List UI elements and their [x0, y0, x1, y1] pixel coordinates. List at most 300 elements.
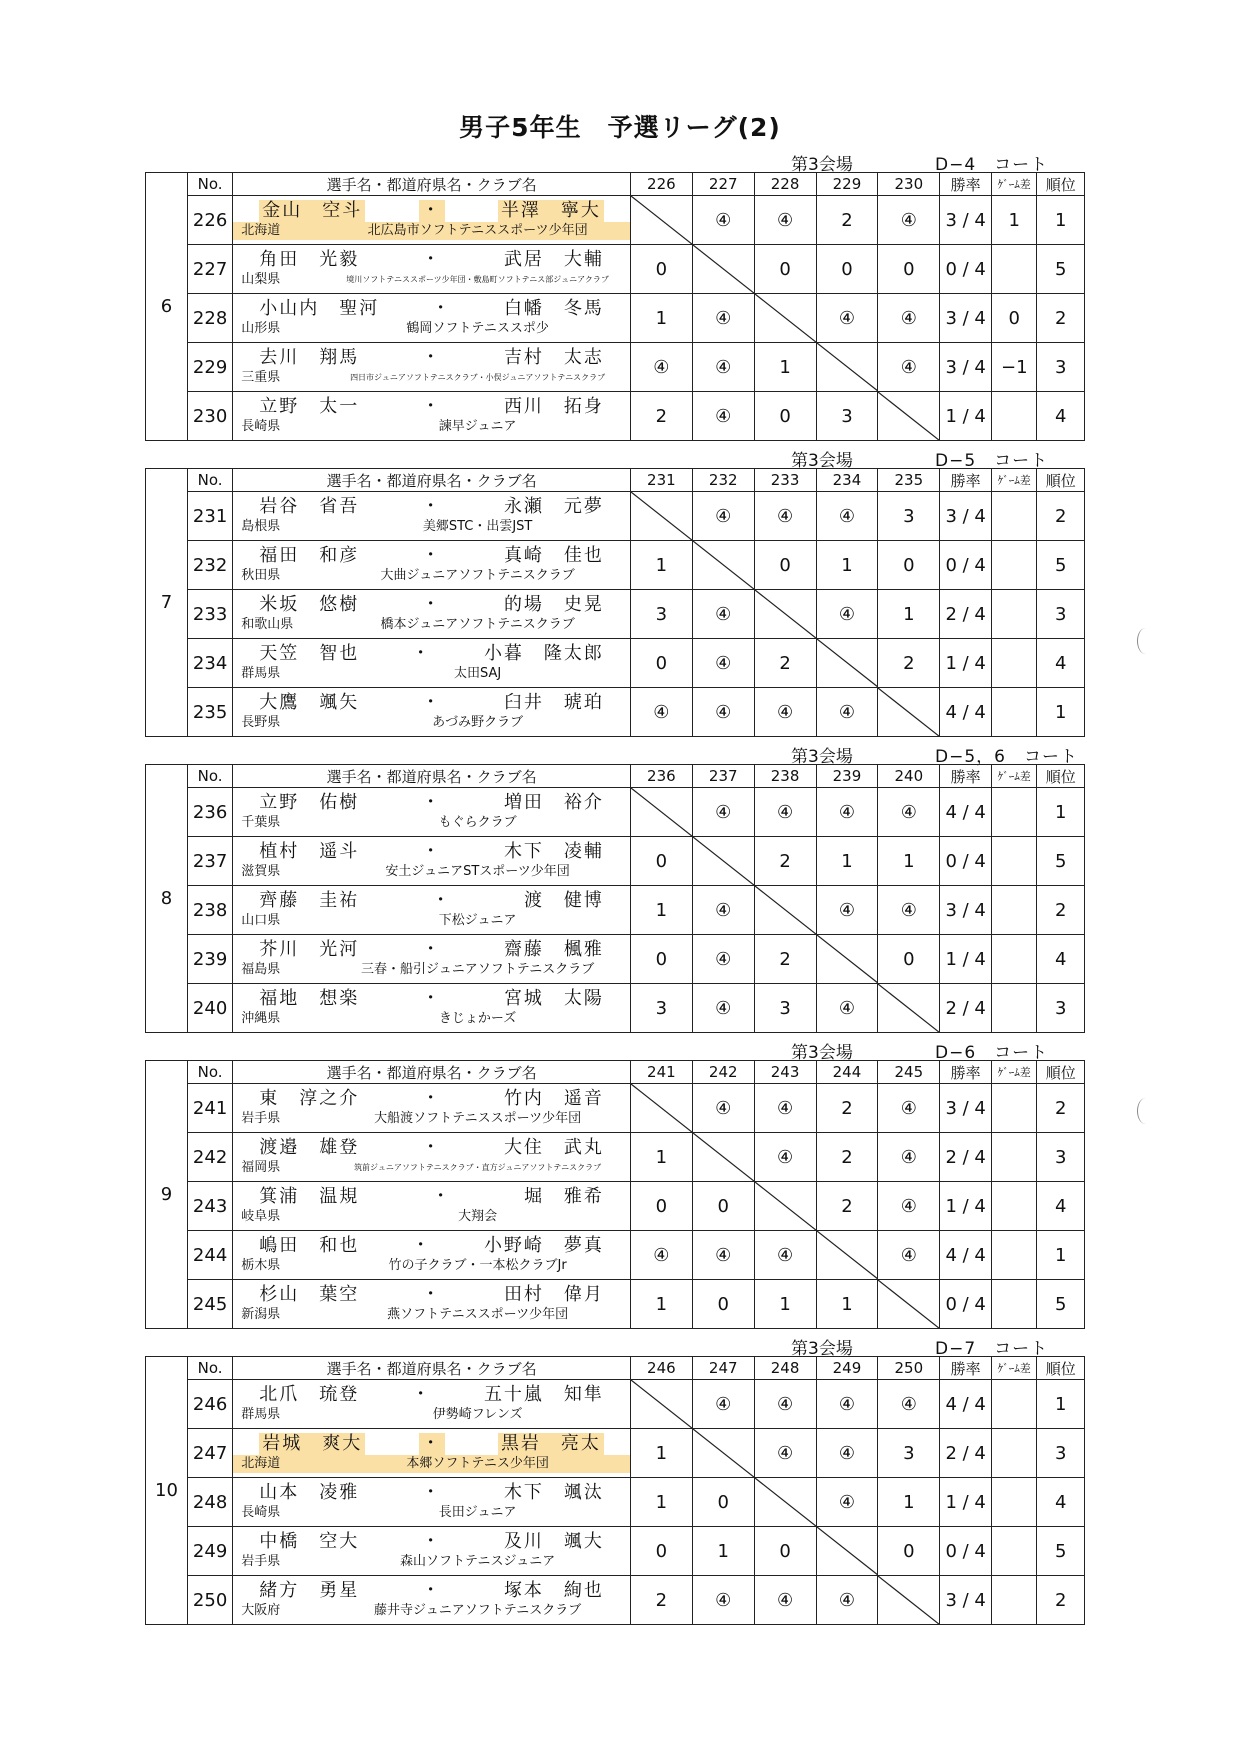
- score-cell: [816, 1182, 878, 1231]
- team-names: [233, 245, 631, 294]
- affiliation: [233, 1553, 630, 1571]
- team-names: [233, 1231, 631, 1280]
- prefecture: 北海道: [241, 223, 281, 238]
- player-1: 嶋田 和也: [259, 1235, 360, 1256]
- score-cell: [692, 886, 754, 935]
- score-value: 0: [655, 850, 668, 872]
- table-row: [146, 788, 1085, 837]
- win-rate: 2 / 4: [940, 984, 992, 1033]
- player-pair: [233, 1088, 630, 1110]
- score-cell: [754, 1527, 816, 1576]
- affiliation: [233, 518, 630, 536]
- player-1: 齊藤 圭祐: [259, 890, 360, 911]
- page-title: 男子5年生 予選リーグ(2): [459, 113, 781, 142]
- team-names: [233, 541, 631, 590]
- player-2: 小暮 隆太郎: [483, 643, 604, 664]
- win-rate: 1 / 4: [940, 1182, 992, 1231]
- affiliation: [233, 1406, 630, 1424]
- win-rate: 0 / 4: [940, 1527, 992, 1576]
- player-2: 田村 偉月: [503, 1284, 604, 1305]
- diagonal-slash: [755, 1182, 816, 1230]
- score-cell: [692, 935, 754, 984]
- table-row: [146, 492, 1085, 541]
- court-label: D−6 コート: [935, 1043, 1049, 1063]
- win-rate: 3 / 4: [940, 343, 992, 392]
- rank: 5: [1037, 1280, 1085, 1329]
- self-match-cell: [816, 343, 878, 392]
- win-rate: 1 / 4: [940, 392, 992, 441]
- score-cell: [692, 1527, 754, 1576]
- player-1: 大鷹 颯矢: [259, 692, 360, 713]
- score-value: 2: [779, 948, 791, 970]
- header-opponent: 250: [878, 1357, 940, 1380]
- player-2: 塚本 絢也: [503, 1580, 604, 1601]
- score-value: ④: [777, 701, 794, 723]
- score-cell: [692, 590, 754, 639]
- player-pair: [233, 1433, 630, 1455]
- team-number: 229: [187, 343, 232, 392]
- player-1: 箕浦 温規: [259, 1186, 360, 1207]
- player-1: 北爪 琉登: [259, 1384, 360, 1405]
- score-cell: [754, 392, 816, 441]
- score-cell: [754, 196, 816, 245]
- score-value: 0: [655, 258, 668, 280]
- score-value: 1: [655, 1491, 668, 1513]
- rank: 3: [1037, 590, 1085, 639]
- player-separator: ・: [421, 396, 442, 417]
- venue-line: [145, 1334, 1085, 1359]
- table-row: [146, 392, 1085, 441]
- prefecture: 栃木県: [241, 1258, 281, 1273]
- rank: 5: [1037, 541, 1085, 590]
- player-pair: [233, 1580, 630, 1602]
- diagonal-slash: [631, 196, 692, 244]
- score-value: 1: [655, 899, 668, 921]
- score-value: ④: [777, 1097, 794, 1119]
- score-value: ④: [900, 1097, 917, 1119]
- score-cell: [692, 294, 754, 343]
- score-value: 2: [841, 1195, 853, 1217]
- player-2: 竹内 遥音: [503, 1088, 604, 1109]
- score-cell: [630, 1231, 692, 1280]
- score-cell: [878, 492, 940, 541]
- score-cell: [816, 1084, 878, 1133]
- score-value: ④: [653, 1244, 670, 1266]
- score-cell: [878, 1182, 940, 1231]
- score-value: ④: [838, 701, 856, 723]
- player-2: 木下 颯汰: [503, 1482, 604, 1503]
- prefecture: 岩手県: [241, 1111, 281, 1126]
- game-diff: [992, 1182, 1037, 1231]
- rank: 2: [1037, 492, 1085, 541]
- table-row: [146, 1231, 1085, 1280]
- self-match-cell: [630, 1380, 692, 1429]
- prefecture: 群馬県: [241, 1407, 281, 1422]
- player-separator: ・: [419, 200, 445, 222]
- score-value: ④: [838, 603, 856, 625]
- header-opponent: 244: [816, 1061, 878, 1084]
- score-cell: [878, 343, 940, 392]
- header-win-rate: 勝率: [940, 173, 992, 196]
- score-value: 1: [903, 850, 915, 872]
- prefecture: 新潟県: [241, 1307, 281, 1322]
- header-opponent: 239: [816, 765, 878, 788]
- club-name: 森山ソフトテニスジュニア: [399, 1554, 556, 1569]
- game-diff: [992, 639, 1037, 688]
- team-names: [233, 1133, 631, 1182]
- self-match-cell: [816, 1527, 878, 1576]
- score-value: ④: [777, 1442, 794, 1464]
- score-cell: [816, 1576, 878, 1625]
- player-separator: ・: [421, 594, 442, 615]
- header-rank: 順位: [1037, 173, 1085, 196]
- prefecture: 福島県: [241, 962, 281, 977]
- diagonal-slash: [693, 245, 754, 293]
- score-value: ④: [715, 1393, 732, 1415]
- score-value: ④: [777, 1393, 794, 1415]
- win-rate: 2 / 4: [940, 590, 992, 639]
- rank: 4: [1037, 392, 1085, 441]
- club-name: 長田ジュニア: [438, 1505, 517, 1520]
- rank: 3: [1037, 1133, 1085, 1182]
- team-number: 238: [187, 886, 232, 935]
- team-names: [233, 1380, 631, 1429]
- header-game-diff: ｹﾞｰﾑ差: [992, 1357, 1037, 1380]
- score-value: 0: [779, 258, 791, 280]
- score-value: ④: [777, 1146, 794, 1168]
- score-cell: [754, 492, 816, 541]
- score-cell: [630, 984, 692, 1033]
- game-diff: [992, 984, 1037, 1033]
- player-separator: ・: [411, 643, 432, 664]
- score-value: 1: [779, 356, 791, 378]
- score-cell: [816, 1478, 878, 1527]
- player-2: 白幡 冬馬: [503, 298, 604, 319]
- score-cell: [630, 1133, 692, 1182]
- score-cell: [878, 196, 940, 245]
- diagonal-slash: [693, 837, 754, 885]
- diagonal-slash: [755, 1478, 816, 1526]
- score-value: 3: [903, 1442, 915, 1464]
- player-2: 真崎 佳也: [503, 545, 604, 566]
- team-number: 233: [187, 590, 232, 639]
- score-cell: [630, 245, 692, 294]
- self-match-cell: [692, 245, 754, 294]
- score-cell: [630, 1182, 692, 1231]
- table-row: [146, 1380, 1085, 1429]
- header-opponent: 242: [692, 1061, 754, 1084]
- score-value: 1: [655, 1146, 668, 1168]
- player-1: 米坂 悠樹: [259, 594, 360, 615]
- team-number: 226: [187, 196, 232, 245]
- score-cell: [630, 1527, 692, 1576]
- club-name: 太田SAJ: [453, 666, 502, 681]
- player-separator: ・: [421, 545, 442, 566]
- group-number: 7: [146, 469, 188, 737]
- game-diff: [992, 1527, 1037, 1576]
- table-row: [146, 590, 1085, 639]
- score-value: ④: [838, 899, 856, 921]
- header-rank: 順位: [1037, 765, 1085, 788]
- header-rank: 順位: [1037, 469, 1085, 492]
- rank: 5: [1037, 245, 1085, 294]
- rank: 4: [1037, 1182, 1085, 1231]
- header-win-rate: 勝率: [940, 469, 992, 492]
- score-value: 1: [841, 554, 853, 576]
- player-separator: ・: [421, 496, 442, 517]
- player-pair: [233, 496, 630, 518]
- score-cell: [754, 1133, 816, 1182]
- score-value: 1: [717, 1540, 729, 1562]
- player-2: 木下 凌輔: [503, 841, 604, 862]
- score-value: ④: [715, 1097, 732, 1119]
- player-2: 宮城 太陽: [503, 988, 604, 1009]
- player-separator: ・: [421, 841, 442, 862]
- player-2: 大住 武丸: [503, 1137, 604, 1158]
- score-value: 0: [655, 1540, 668, 1562]
- score-value: ④: [838, 1442, 856, 1464]
- game-diff: −1: [992, 343, 1037, 392]
- score-value: 1: [655, 307, 668, 329]
- player-separator: ・: [431, 890, 452, 911]
- diagonal-slash: [755, 886, 816, 934]
- table-row: [146, 1182, 1085, 1231]
- score-cell: [692, 788, 754, 837]
- win-rate: 4 / 4: [940, 688, 992, 737]
- player-2: 増田 裕介: [503, 792, 604, 813]
- self-match-cell: [630, 492, 692, 541]
- score-value: 0: [655, 652, 668, 674]
- score-value: ④: [715, 948, 732, 970]
- rank: 2: [1037, 1084, 1085, 1133]
- header-win-rate: 勝率: [940, 1357, 992, 1380]
- score-cell: [878, 245, 940, 294]
- player-pair: [233, 298, 630, 320]
- game-diff: [992, 590, 1037, 639]
- score-value: 3: [655, 603, 668, 625]
- team-names: [233, 343, 631, 392]
- score-value: ④: [838, 801, 856, 823]
- win-rate: 1 / 4: [940, 935, 992, 984]
- header-no: No.: [187, 173, 232, 196]
- game-diff: [992, 1429, 1037, 1478]
- diagonal-slash: [631, 492, 692, 540]
- club-name: 下松ジュニア: [438, 913, 517, 928]
- table-row: [146, 343, 1085, 392]
- club-name: 伊勢崎フレンズ: [432, 1407, 523, 1422]
- club-name: 四日市ジュニアソフトテニスクラブ・小俣ジュニアソフトテニスクラブ: [350, 373, 606, 382]
- game-diff: [992, 1084, 1037, 1133]
- diagonal-slash: [817, 1231, 878, 1279]
- score-cell: [692, 984, 754, 1033]
- score-value: 2: [903, 652, 915, 674]
- table-row: [146, 196, 1085, 245]
- rank: 2: [1037, 294, 1085, 343]
- table-row: [146, 1478, 1085, 1527]
- player-1: 岩城 爽大: [259, 1433, 365, 1455]
- prefecture: 岩手県: [241, 1554, 281, 1569]
- diagonal-slash: [878, 688, 939, 736]
- score-value: ④: [838, 1589, 856, 1611]
- venue-name: 第3会場: [791, 747, 853, 767]
- prefecture: 福岡県: [241, 1160, 281, 1175]
- rank: 1: [1037, 688, 1085, 737]
- header-opponent: 228: [754, 173, 816, 196]
- affiliation: [233, 1504, 630, 1522]
- score-value: 0: [655, 1195, 668, 1217]
- prefecture: 山梨県: [241, 272, 281, 287]
- rank: 4: [1037, 1478, 1085, 1527]
- player-pair: [233, 594, 630, 616]
- score-cell: [630, 837, 692, 886]
- player-pair: [233, 841, 630, 863]
- team-number: 244: [187, 1231, 232, 1280]
- score-value: 1: [655, 554, 668, 576]
- team-names: [233, 1429, 631, 1478]
- score-cell: [630, 639, 692, 688]
- header-opponent: 231: [630, 469, 692, 492]
- venue-name: 第3会場: [791, 1339, 853, 1359]
- game-diff: [992, 492, 1037, 541]
- score-value: 0: [655, 948, 668, 970]
- team-names: [233, 392, 631, 441]
- score-value: ④: [715, 356, 732, 378]
- prefecture: 山形県: [241, 321, 281, 336]
- club-name: 境川ソフトテニススポーツ少年団・敷島町ソフトテニス部ジュニアクラブ: [346, 275, 609, 284]
- team-names: [233, 1527, 631, 1576]
- score-value: 2: [841, 1146, 853, 1168]
- player-2: 吉村 太志: [503, 347, 604, 368]
- header-game-diff: ｹﾞｰﾑ差: [992, 1061, 1037, 1084]
- win-rate: 0 / 4: [940, 245, 992, 294]
- header-win-rate: 勝率: [940, 765, 992, 788]
- header-row: [146, 1061, 1085, 1084]
- player-1: 植村 遥斗: [259, 841, 360, 862]
- self-match-cell: [878, 1576, 940, 1625]
- score-cell: [692, 1280, 754, 1329]
- rank: 2: [1037, 886, 1085, 935]
- score-value: ④: [900, 356, 917, 378]
- player-1: 渡邉 雄登: [259, 1137, 360, 1158]
- score-value: 0: [903, 554, 915, 576]
- player-separator: ・: [421, 1531, 442, 1552]
- player-1: 角田 光毅: [259, 249, 360, 270]
- table-row: [146, 1084, 1085, 1133]
- score-value: 2: [779, 652, 791, 674]
- team-number: 245: [187, 1280, 232, 1329]
- header-game-diff: ｹﾞｰﾑ差: [992, 173, 1037, 196]
- score-value: ④: [900, 801, 917, 823]
- header-opponent: 238: [754, 765, 816, 788]
- score-cell: [878, 1133, 940, 1182]
- team-names: [233, 294, 631, 343]
- player-2: 堀 雅希: [523, 1186, 604, 1207]
- punch-hole-mark: [1137, 1098, 1154, 1124]
- player-separator: ・: [421, 1482, 442, 1503]
- diagonal-slash: [878, 392, 939, 440]
- score-value: ④: [777, 801, 794, 823]
- player-1: 東 淳之介: [259, 1088, 360, 1109]
- self-match-cell: [816, 1231, 878, 1280]
- team-names: [233, 886, 631, 935]
- score-cell: [692, 639, 754, 688]
- score-cell: [754, 837, 816, 886]
- score-cell: [692, 1576, 754, 1625]
- score-value: 2: [779, 850, 791, 872]
- score-cell: [816, 294, 878, 343]
- prefecture: 長崎県: [241, 419, 281, 434]
- table-row: [146, 1429, 1085, 1478]
- header-rank: 順位: [1037, 1061, 1085, 1084]
- score-cell: [816, 984, 878, 1033]
- table-row: [146, 1280, 1085, 1329]
- diagonal-slash: [817, 935, 878, 983]
- affiliation: [233, 1010, 630, 1028]
- diagonal-slash: [693, 1133, 754, 1181]
- player-pair: [233, 1384, 630, 1406]
- score-value: ④: [777, 1589, 794, 1611]
- team-names: [233, 688, 631, 737]
- team-number: 247: [187, 1429, 232, 1478]
- header-names: 選手名・都道府県名・クラブ名: [233, 1061, 631, 1084]
- player-pair: [233, 643, 630, 665]
- prefecture: 北海道: [241, 1456, 281, 1471]
- table-row: [146, 245, 1085, 294]
- header-opponent: 227: [692, 173, 754, 196]
- win-rate: 0 / 4: [940, 837, 992, 886]
- score-cell: [692, 1231, 754, 1280]
- prefecture: 秋田県: [241, 568, 281, 583]
- score-cell: [754, 639, 816, 688]
- score-cell: [754, 1231, 816, 1280]
- score-value: 0: [779, 405, 791, 427]
- score-value: 3: [779, 997, 791, 1019]
- score-cell: [630, 541, 692, 590]
- win-rate: 1 / 4: [940, 1478, 992, 1527]
- score-value: 3: [655, 997, 668, 1019]
- club-name: 安土ジュニアSTスポーツ少年団: [385, 864, 570, 879]
- header-opponent: 236: [630, 765, 692, 788]
- self-match-cell: [630, 196, 692, 245]
- team-number: 250: [187, 1576, 232, 1625]
- score-value: ④: [715, 652, 732, 674]
- club-name: あづみ野クラブ: [432, 715, 524, 730]
- score-value: ④: [777, 1244, 794, 1266]
- player-pair: [233, 792, 630, 814]
- score-cell: [816, 886, 878, 935]
- affiliation: [233, 1110, 630, 1128]
- affiliation: [233, 1159, 630, 1177]
- self-match-cell: [754, 294, 816, 343]
- header-opponent: 237: [692, 765, 754, 788]
- win-rate: 0 / 4: [940, 1280, 992, 1329]
- score-cell: [692, 492, 754, 541]
- header-rank: 順位: [1037, 1357, 1085, 1380]
- score-cell: [816, 541, 878, 590]
- score-value: 0: [903, 1540, 915, 1562]
- team-number: 241: [187, 1084, 232, 1133]
- team-names: [233, 935, 631, 984]
- score-cell: [816, 590, 878, 639]
- player-separator: ・: [411, 1235, 432, 1256]
- league-table: [145, 764, 1085, 1033]
- player-pair: [233, 1284, 630, 1306]
- win-rate: 1 / 4: [940, 639, 992, 688]
- score-value: ④: [715, 505, 732, 527]
- score-cell: [692, 343, 754, 392]
- player-1: 立野 佑樹: [259, 792, 360, 813]
- team-names: [233, 788, 631, 837]
